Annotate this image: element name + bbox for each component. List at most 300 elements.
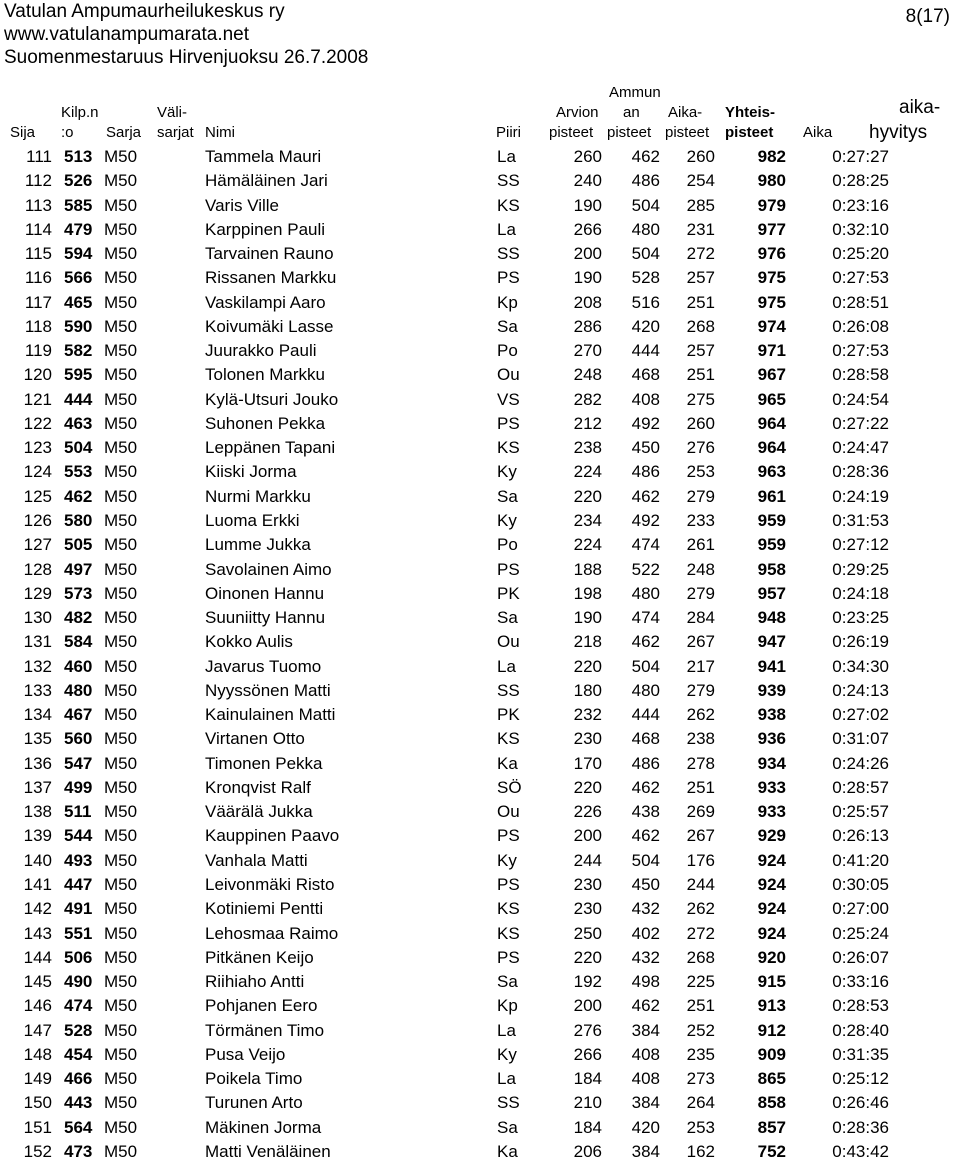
cell-yhteispisteet: 975 <box>757 268 786 288</box>
cell-piiri: Sa <box>497 972 518 992</box>
cell-arvion-pisteet: 230 <box>573 874 602 894</box>
cell-nimi: Pusa Veijo <box>205 1044 286 1064</box>
cell-piiri: La <box>497 1069 516 1089</box>
cell-yhteispisteet: 979 <box>757 195 786 215</box>
cell-nimi: Lumme Jukka <box>205 535 311 555</box>
cell-nimi: Väärälä Jukka <box>205 802 313 822</box>
cell-kilpno: 547 <box>64 753 93 773</box>
cell-kilpno: 480 <box>64 680 93 700</box>
cell-nimi: Riihiaho Antti <box>205 972 305 992</box>
cell-arvion-pisteet: 260 <box>573 147 602 166</box>
cell-sarja: M50 <box>104 219 138 239</box>
cell-kilpno: 473 <box>64 1141 93 1161</box>
cell-sarja: M50 <box>104 656 138 676</box>
cell-kilpno: 467 <box>64 705 93 725</box>
cell-kilpno: 566 <box>64 268 93 288</box>
cell-arvion-pisteet: 206 <box>573 1141 602 1161</box>
cell-piiri: SS <box>497 171 520 191</box>
cell-kilpno: 513 <box>64 147 93 166</box>
cell-ammunnan-pisteet: 504 <box>631 850 660 870</box>
cell-ammunnan-pisteet: 444 <box>631 705 660 725</box>
cell-kilpno: 497 <box>64 559 93 579</box>
cell-aika: 0:41:20 <box>832 850 889 870</box>
cell-ammunnan-pisteet: 504 <box>631 195 660 215</box>
cell-aika: 0:26:07 <box>832 947 889 967</box>
table-row <box>0 849 960 873</box>
table-row <box>0 630 960 654</box>
cell-kilpno: 454 <box>64 1044 93 1064</box>
cell-aika-pisteet: 279 <box>686 583 715 603</box>
cell-aika: 0:31:35 <box>832 1044 889 1064</box>
cell-sija: 143 <box>23 923 52 943</box>
cell-sija: 111 <box>26 147 52 166</box>
cell-aika: 0:28:51 <box>832 292 889 312</box>
cell-piiri: PK <box>497 583 520 603</box>
cell-piiri: Ou <box>497 365 520 385</box>
cell-sarja: M50 <box>104 583 138 603</box>
cell-ammunnan-pisteet: 408 <box>631 1044 660 1064</box>
cell-nimi: Pitkänen Keijo <box>205 947 314 967</box>
cell-arvion-pisteet: 270 <box>573 341 602 361</box>
cell-ammunnan-pisteet: 384 <box>631 1141 660 1161</box>
cell-ammunnan-pisteet: 492 <box>631 413 660 433</box>
cell-sija: 129 <box>23 583 52 603</box>
cell-yhteispisteet: 752 <box>757 1141 786 1161</box>
cell-yhteispisteet: 941 <box>757 656 786 676</box>
cell-sija: 122 <box>23 413 52 433</box>
cell-nimi: Karppinen Pauli <box>205 219 326 239</box>
cell-arvion-pisteet: 226 <box>573 802 602 822</box>
cell-piiri: SS <box>497 1093 520 1113</box>
competition-title: Suomenmestaruus Hirvenjuoksu 26.7.2008 <box>4 47 369 68</box>
cell-aika-pisteet: 254 <box>686 171 715 191</box>
cell-sarja: M50 <box>104 608 138 628</box>
cell-aika: 0:28:40 <box>832 1020 889 1040</box>
cell-ammunnan-pisteet: 498 <box>631 972 660 992</box>
cell-kilpno: 462 <box>64 486 93 506</box>
cell-ammunnan-pisteet: 384 <box>631 1020 660 1040</box>
cell-sarja: M50 <box>104 1093 138 1113</box>
results-table-body <box>0 145 960 1164</box>
cell-ammunnan-pisteet: 468 <box>631 365 660 385</box>
cell-aika-pisteet: 273 <box>686 1069 715 1089</box>
cell-nimi: Kokko Aulis <box>205 632 293 652</box>
cell-sarja: M50 <box>104 899 138 919</box>
cell-yhteispisteet: 974 <box>757 316 786 336</box>
cell-aika-pisteet: 248 <box>686 559 715 579</box>
cell-piiri: Sa <box>497 608 518 628</box>
cell-sija: 145 <box>23 972 52 992</box>
col-ammun-line1: Ammun <box>609 84 661 101</box>
cell-sarja: M50 <box>104 972 138 992</box>
cell-sija: 144 <box>23 947 52 967</box>
cell-nimi: Hämäläinen Jari <box>205 171 328 191</box>
table-row <box>0 655 960 679</box>
cell-arvion-pisteet: 220 <box>573 656 602 676</box>
table-row <box>0 315 960 339</box>
cell-kilpno: 460 <box>64 656 93 676</box>
cell-sarja: M50 <box>104 777 138 797</box>
cell-arvion-pisteet: 180 <box>573 680 602 700</box>
col-aikahyvitys-line1: aika- <box>899 97 941 118</box>
cell-sija: 120 <box>23 365 52 385</box>
cell-aika: 0:29:25 <box>832 559 889 579</box>
cell-sija: 133 <box>23 680 52 700</box>
col-ammun-line2: an <box>623 104 640 121</box>
cell-ammunnan-pisteet: 480 <box>631 219 660 239</box>
cell-sarja: M50 <box>104 947 138 967</box>
cell-aika-pisteet: 284 <box>686 608 715 628</box>
cell-piiri: PS <box>497 947 520 967</box>
cell-ammunnan-pisteet: 462 <box>631 632 660 652</box>
cell-nimi: Suuniitty Hannu <box>205 608 326 628</box>
cell-yhteispisteet: 976 <box>757 244 786 264</box>
cell-nimi: Koivumäki Lasse <box>205 316 334 336</box>
cell-sija: 152 <box>23 1141 52 1161</box>
col-aikapisteet-line2: pisteet <box>665 124 710 141</box>
cell-kilpno: 511 <box>64 802 92 822</box>
col-yhteispisteet-line1: Yhteis- <box>725 104 776 121</box>
cell-aika-pisteet: 260 <box>686 147 715 166</box>
cell-piiri: Sa <box>497 316 518 336</box>
cell-piiri: La <box>497 1020 516 1040</box>
table-row <box>0 460 960 484</box>
cell-arvion-pisteet: 198 <box>573 583 602 603</box>
cell-sija: 115 <box>24 244 52 264</box>
cell-sarja: M50 <box>104 535 138 555</box>
cell-arvion-pisteet: 212 <box>573 413 602 433</box>
table-row <box>0 1067 960 1091</box>
cell-kilpno: 482 <box>64 608 93 628</box>
cell-kilpno: 506 <box>64 947 93 967</box>
col-aikapisteet-line1: Aika- <box>668 104 703 121</box>
cell-yhteispisteet: 971 <box>757 341 786 361</box>
cell-aika: 0:24:26 <box>832 753 889 773</box>
cell-sarja: M50 <box>104 195 138 215</box>
table-row <box>0 145 960 169</box>
cell-piiri: Ky <box>497 850 517 870</box>
cell-nimi: Kylä-Utsuri Jouko <box>205 389 339 409</box>
col-ammun-line3: pisteet <box>607 124 652 141</box>
cell-aika-pisteet: 276 <box>686 438 715 458</box>
cell-nimi: Javarus Tuomo <box>205 656 322 676</box>
cell-aika-pisteet: 279 <box>686 680 715 700</box>
cell-yhteispisteet: 959 <box>757 535 786 555</box>
cell-kilpno: 466 <box>64 1069 93 1089</box>
col-valisarjat-line1: Väli- <box>157 104 188 121</box>
table-row <box>0 169 960 193</box>
cell-yhteispisteet: 959 <box>757 510 786 530</box>
cell-sija: 141 <box>23 874 52 894</box>
cell-yhteispisteet: 957 <box>757 583 786 603</box>
cell-aika: 0:24:47 <box>832 438 889 458</box>
cell-aika: 0:26:46 <box>832 1093 889 1113</box>
cell-nimi: Tarvainen Rauno <box>205 244 334 264</box>
cell-kilpno: 573 <box>64 583 93 603</box>
cell-kilpno: 585 <box>64 195 93 215</box>
cell-arvion-pisteet: 200 <box>573 244 602 264</box>
cell-kilpno: 595 <box>64 365 93 385</box>
cell-sarja: M50 <box>104 510 138 530</box>
table-row <box>0 291 960 315</box>
cell-arvion-pisteet: 200 <box>573 996 602 1016</box>
cell-aika-pisteet: 272 <box>686 244 715 264</box>
cell-kilpno: 493 <box>64 850 93 870</box>
cell-yhteispisteet: 982 <box>757 147 786 166</box>
cell-nimi: Leppänen Tapani <box>205 438 336 458</box>
cell-sarja: M50 <box>104 729 138 749</box>
col-arvion-line1: Arvion <box>556 104 599 121</box>
cell-nimi: Luoma Erkki <box>205 510 300 530</box>
cell-ammunnan-pisteet: 420 <box>631 316 660 336</box>
cell-nimi: Mäkinen Jorma <box>205 1117 322 1137</box>
cell-nimi: Törmänen Timo <box>205 1020 325 1040</box>
table-row <box>0 509 960 533</box>
cell-sarja: M50 <box>104 292 138 312</box>
cell-arvion-pisteet: 232 <box>573 705 602 725</box>
cell-kilpno: 479 <box>64 219 93 239</box>
cell-arvion-pisteet: 250 <box>573 923 602 943</box>
cell-nimi: Leivonmäki Risto <box>205 874 335 894</box>
cell-yhteispisteet: 933 <box>757 777 786 797</box>
cell-arvion-pisteet: 220 <box>573 486 602 506</box>
cell-yhteispisteet: 964 <box>757 438 786 458</box>
cell-nimi: Kiiski Jorma <box>205 462 297 482</box>
cell-aika: 0:28:36 <box>832 1117 889 1137</box>
cell-piiri: Ou <box>497 632 520 652</box>
cell-kilpno: 582 <box>64 341 93 361</box>
cell-nimi: Vanhala Matti <box>205 850 308 870</box>
col-kilpno-line2: :o <box>61 124 74 141</box>
cell-yhteispisteet: 915 <box>757 972 786 992</box>
cell-nimi: Savolainen Aimo <box>205 559 332 579</box>
cell-arvion-pisteet: 218 <box>573 632 602 652</box>
table-row <box>0 218 960 242</box>
cell-yhteispisteet: 912 <box>757 1020 786 1040</box>
table-row <box>0 752 960 776</box>
cell-arvion-pisteet: 192 <box>573 972 602 992</box>
cell-yhteispisteet: 909 <box>757 1044 786 1064</box>
cell-kilpno: 443 <box>64 1093 93 1113</box>
cell-arvion-pisteet: 248 <box>573 365 602 385</box>
cell-piiri: Ou <box>497 802 520 822</box>
table-row <box>0 1091 960 1115</box>
col-sija: Sija <box>10 124 36 141</box>
table-row <box>0 1019 960 1043</box>
cell-ammunnan-pisteet: 528 <box>631 268 660 288</box>
cell-aika: 0:27:02 <box>832 705 889 725</box>
cell-arvion-pisteet: 208 <box>573 292 602 312</box>
cell-arvion-pisteet: 266 <box>573 1044 602 1064</box>
cell-yhteispisteet: 977 <box>757 219 786 239</box>
cell-kilpno: 584 <box>64 632 93 652</box>
cell-sarja: M50 <box>104 413 138 433</box>
cell-sija: 150 <box>23 1093 52 1113</box>
cell-ammunnan-pisteet: 474 <box>631 608 660 628</box>
cell-aika: 0:26:19 <box>832 632 889 652</box>
cell-sarja: M50 <box>104 705 138 725</box>
table-row <box>0 266 960 290</box>
cell-sarja: M50 <box>104 486 138 506</box>
cell-sija: 148 <box>23 1044 52 1064</box>
cell-sija: 142 <box>23 899 52 919</box>
cell-yhteispisteet: 965 <box>757 389 786 409</box>
cell-kilpno: 490 <box>64 972 93 992</box>
cell-aika: 0:24:18 <box>832 583 889 603</box>
cell-aika: 0:33:16 <box>832 972 889 992</box>
cell-piiri: La <box>497 656 516 676</box>
cell-sarja: M50 <box>104 874 138 894</box>
cell-yhteispisteet: 924 <box>757 874 786 894</box>
cell-yhteispisteet: 939 <box>757 680 786 700</box>
cell-piiri: Ky <box>497 462 517 482</box>
cell-nimi: Vaskilampi Aaro <box>205 292 326 312</box>
cell-kilpno: 528 <box>64 1020 93 1040</box>
cell-arvion-pisteet: 286 <box>573 316 602 336</box>
cell-ammunnan-pisteet: 402 <box>631 923 660 943</box>
cell-ammunnan-pisteet: 462 <box>631 147 660 166</box>
cell-kilpno: 474 <box>64 996 93 1016</box>
table-row <box>0 339 960 363</box>
cell-arvion-pisteet: 266 <box>573 219 602 239</box>
cell-sija: 131 <box>23 632 52 652</box>
cell-yhteispisteet: 947 <box>757 632 786 652</box>
cell-nimi: Turunen Arto <box>205 1093 303 1113</box>
cell-yhteispisteet: 924 <box>757 899 786 919</box>
cell-aika: 0:32:10 <box>832 219 889 239</box>
cell-kilpno: 560 <box>64 729 93 749</box>
cell-sija: 138 <box>23 802 52 822</box>
cell-sija: 121 <box>23 389 52 409</box>
cell-ammunnan-pisteet: 486 <box>631 171 660 191</box>
cell-arvion-pisteet: 220 <box>573 947 602 967</box>
cell-ammunnan-pisteet: 468 <box>631 729 660 749</box>
table-row <box>0 388 960 412</box>
cell-yhteispisteet: 858 <box>757 1093 786 1113</box>
cell-yhteispisteet: 958 <box>757 559 786 579</box>
cell-piiri: KS <box>497 438 520 458</box>
cell-sarja: M50 <box>104 268 138 288</box>
cell-aika: 0:27:12 <box>832 535 889 555</box>
cell-sija: 126 <box>23 510 52 530</box>
cell-sarja: M50 <box>104 1069 138 1089</box>
table-row <box>0 897 960 921</box>
cell-kilpno: 463 <box>64 413 93 433</box>
cell-yhteispisteet: 964 <box>757 413 786 433</box>
cell-sija: 128 <box>23 559 52 579</box>
cell-kilpno: 504 <box>64 438 93 458</box>
cell-yhteispisteet: 961 <box>757 486 786 506</box>
table-row <box>0 363 960 387</box>
cell-aika-pisteet: 253 <box>686 1117 715 1137</box>
col-sarja: Sarja <box>106 124 142 141</box>
cell-arvion-pisteet: 190 <box>573 268 602 288</box>
cell-sarja: M50 <box>104 753 138 773</box>
cell-aika: 0:27:53 <box>832 268 889 288</box>
cell-aika: 0:28:25 <box>832 171 889 191</box>
cell-nimi: Virtanen Otto <box>205 729 305 749</box>
cell-nimi: Kauppinen Paavo <box>205 826 340 846</box>
cell-kilpno: 553 <box>64 462 93 482</box>
cell-ammunnan-pisteet: 450 <box>631 874 660 894</box>
cell-piiri: Kp <box>497 292 518 312</box>
cell-nimi: Kronqvist Ralf <box>205 777 311 797</box>
cell-ammunnan-pisteet: 486 <box>631 462 660 482</box>
cell-aika-pisteet: 268 <box>686 947 715 967</box>
cell-nimi: Tammela Mauri <box>205 147 322 166</box>
cell-sarja: M50 <box>104 171 138 191</box>
cell-aika-pisteet: 244 <box>686 874 715 894</box>
cell-ammunnan-pisteet: 504 <box>631 656 660 676</box>
cell-kilpno: 564 <box>64 1117 93 1137</box>
col-aikahyvitys-line2: hyvitys <box>869 122 928 143</box>
website-url: www.vatulanampumarata.net <box>4 24 250 45</box>
cell-ammunnan-pisteet: 462 <box>631 777 660 797</box>
cell-aika-pisteet: 252 <box>686 1020 715 1040</box>
cell-sarja: M50 <box>104 1020 138 1040</box>
cell-ammunnan-pisteet: 462 <box>631 486 660 506</box>
table-row <box>0 582 960 606</box>
cell-piiri: PS <box>497 268 520 288</box>
table-row <box>0 606 960 630</box>
cell-sija: 119 <box>24 341 52 361</box>
cell-nimi: Poikela Timo <box>205 1069 303 1089</box>
cell-sarja: M50 <box>104 316 138 336</box>
cell-kilpno: 544 <box>64 826 93 846</box>
cell-aika-pisteet: 262 <box>686 899 715 919</box>
cell-aika: 0:43:42 <box>832 1141 889 1161</box>
table-row <box>0 776 960 800</box>
col-arvion-line2: pisteet <box>549 124 594 141</box>
cell-ammunnan-pisteet: 450 <box>631 438 660 458</box>
cell-aika: 0:24:54 <box>832 389 889 409</box>
cell-aika-pisteet: 238 <box>686 729 715 749</box>
cell-aika-pisteet: 269 <box>686 802 715 822</box>
cell-sarja: M50 <box>104 923 138 943</box>
cell-kilpno: 551 <box>64 923 93 943</box>
cell-piiri: Kp <box>497 996 518 1016</box>
cell-yhteispisteet: 934 <box>757 753 786 773</box>
cell-aika-pisteet: 251 <box>686 365 715 385</box>
col-aika: Aika <box>803 124 833 141</box>
cell-arvion-pisteet: 170 <box>573 753 602 773</box>
cell-aika-pisteet: 268 <box>686 316 715 336</box>
cell-arvion-pisteet: 238 <box>573 438 602 458</box>
cell-arvion-pisteet: 220 <box>573 777 602 797</box>
cell-aika: 0:25:24 <box>832 923 889 943</box>
cell-nimi: Pohjanen Eero <box>205 996 318 1016</box>
cell-ammunnan-pisteet: 384 <box>631 1093 660 1113</box>
cell-aika: 0:28:53 <box>832 996 889 1016</box>
cell-piiri: Ka <box>497 1141 518 1161</box>
table-row <box>0 558 960 582</box>
cell-sarja: M50 <box>104 850 138 870</box>
cell-kilpno: 444 <box>64 389 93 409</box>
cell-kilpno: 505 <box>64 535 93 555</box>
cell-arvion-pisteet: 244 <box>573 850 602 870</box>
cell-aika: 0:24:13 <box>832 680 889 700</box>
cell-arvion-pisteet: 210 <box>573 1093 602 1113</box>
cell-arvion-pisteet: 200 <box>573 826 602 846</box>
cell-piiri: Sa <box>497 1117 518 1137</box>
col-yhteispisteet-line2: pisteet <box>725 124 774 141</box>
cell-piiri: La <box>497 147 516 166</box>
cell-aika: 0:25:20 <box>832 244 889 264</box>
cell-aika: 0:31:53 <box>832 510 889 530</box>
cell-piiri: KS <box>497 195 520 215</box>
table-row <box>0 970 960 994</box>
table-row <box>0 194 960 218</box>
